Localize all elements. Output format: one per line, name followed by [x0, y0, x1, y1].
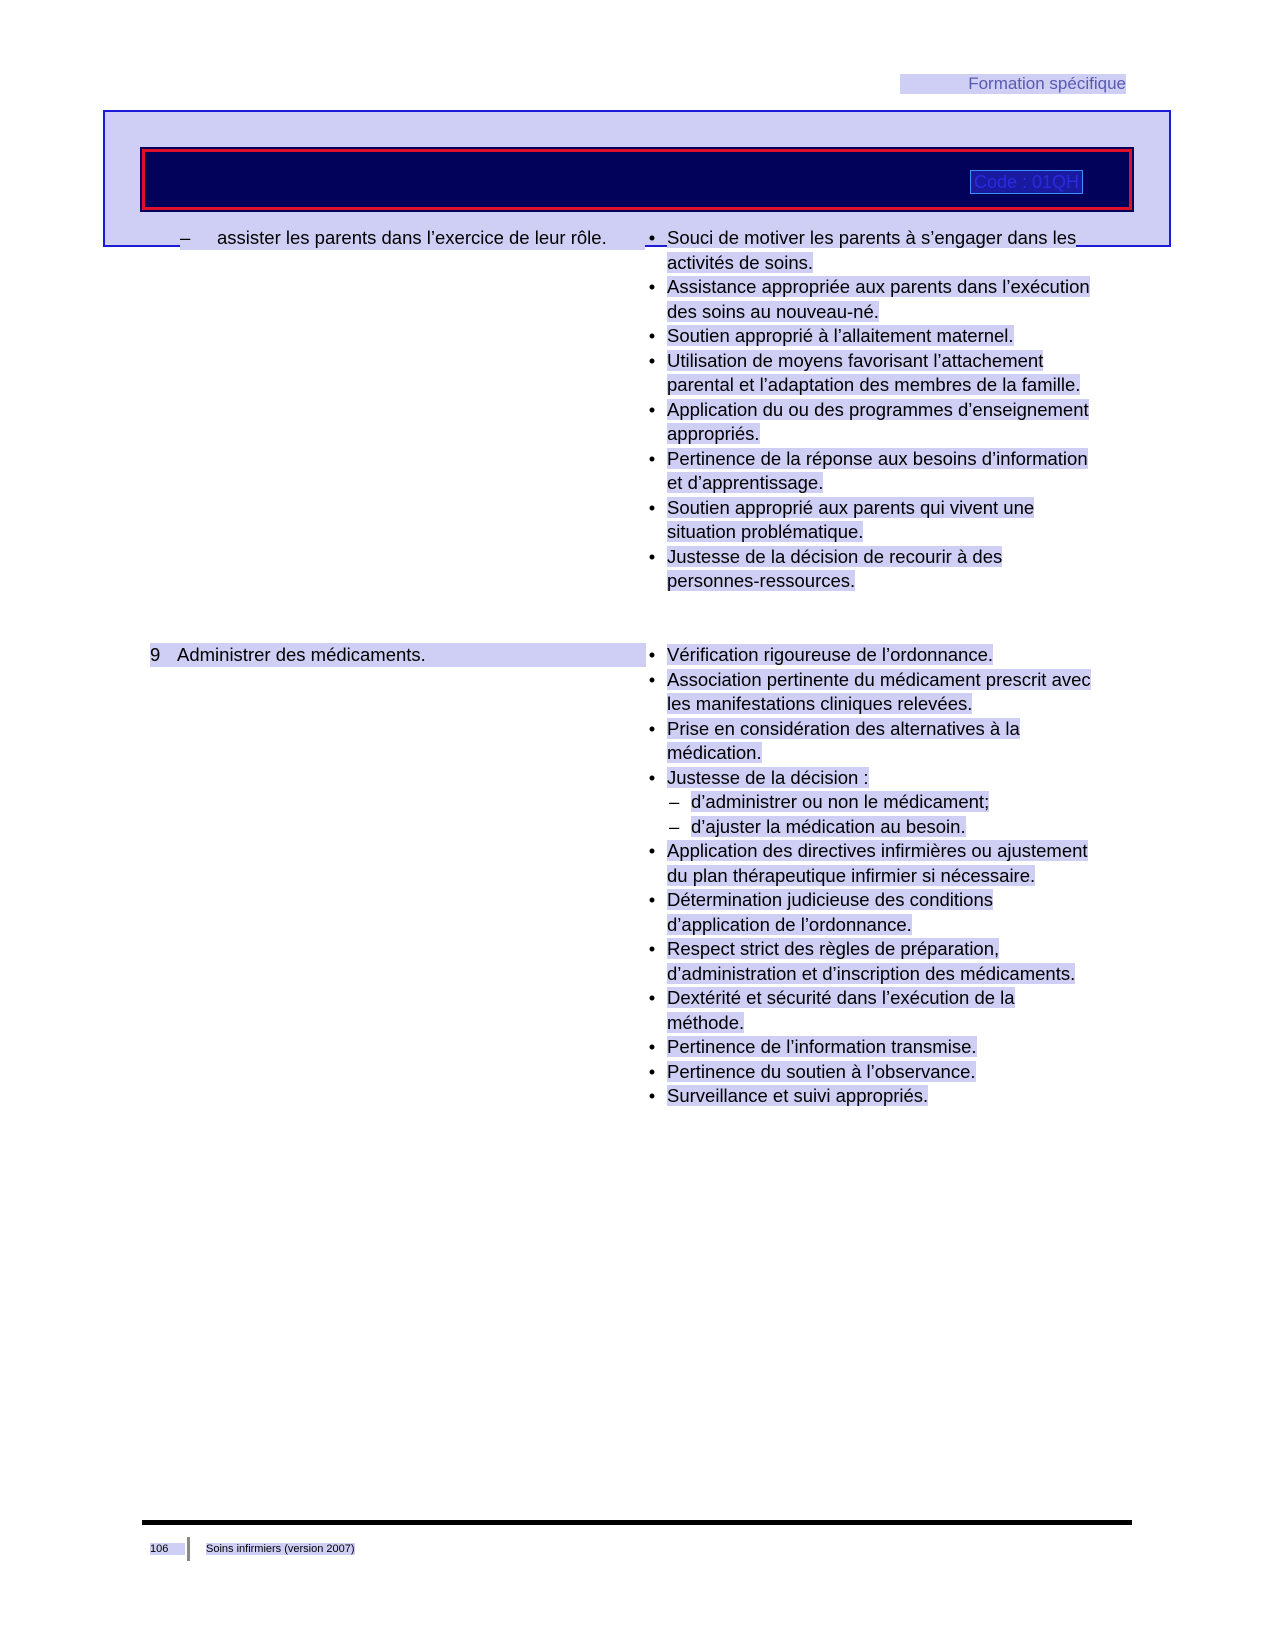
- bullet-icon: •: [648, 1036, 656, 1057]
- criteria-item: [645, 447, 1095, 496]
- criteria-item: [645, 545, 1095, 594]
- criteria-text: Pertinence de la réponse aux besoins d’information et d’apprentissage.: [667, 447, 1088, 493]
- bullet-icon: •: [648, 447, 656, 469]
- criteria-item: [645, 986, 1095, 1035]
- bullet-icon: •: [648, 349, 656, 371]
- criteria-item: [645, 496, 1095, 545]
- competency-item: [180, 226, 645, 250]
- bullet-icon: •: [648, 1060, 656, 1082]
- bullet-icon: •: [648, 668, 656, 690]
- criteria-text: Souci de motiver les parents à s’engager dans les activités de soins.: [667, 227, 1077, 273]
- criteria-text: Assistance appropriée aux parents dans l’exécution des soins au nouveau-né.: [667, 276, 1090, 322]
- bullet-icon: •: [648, 987, 656, 1008]
- bullet-icon: •: [648, 276, 656, 297]
- bullet-icon: •: [648, 717, 656, 739]
- criteria-text: Détermination judicieuse des conditions d’application de l’ordonnance.: [667, 889, 993, 935]
- criteria-text: Utilisation de moyens favorisant l’attachement parental et l’adaptation des membres de la famille.: [667, 349, 1081, 395]
- page-number: 106: [150, 1543, 185, 1555]
- criteria-item: [645, 888, 1095, 937]
- bullet-icon: •: [648, 325, 656, 346]
- bullet-icon: •: [648, 644, 656, 665]
- criteria-text: Justesse de la décision de recourir à des personnes-ressources.: [667, 545, 1003, 591]
- dash-marker: –: [669, 791, 680, 812]
- criteria-item: [645, 349, 1095, 398]
- criteria-item: [645, 1060, 1095, 1085]
- criteria-text: Justesse de la décision :: [667, 766, 869, 788]
- criteria-item: [645, 643, 1095, 668]
- criteria-text: Dextérité et sécurité dans l’exécution de la méthode.: [667, 987, 1015, 1033]
- criteria-item: [645, 1084, 1095, 1109]
- criteria-text: Association pertinente du médicament prescrit avec les manifestations cliniques relevées.: [667, 668, 1091, 714]
- document-title: Soins infirmiers (version 2007): [206, 1543, 355, 1555]
- competency-text: assister les parents dans l’exercice de leur rôle.: [217, 226, 645, 250]
- criteria-text: Soutien approprié aux parents qui vivent une situation problématique.: [667, 496, 1035, 542]
- decision-subitem: [667, 815, 1095, 840]
- bullet-icon: •: [648, 889, 656, 910]
- dash-marker: –: [180, 226, 217, 250]
- criteria-text: Application des directives infirmières ou ajustement du plan thérapeutique infirmier si nécessaire.: [667, 840, 1088, 886]
- criteria-item-decision: [645, 766, 1095, 840]
- criteria-item: [645, 1035, 1095, 1060]
- bullet-icon: •: [648, 766, 656, 788]
- criteria-text: Pertinence de l’information transmise.: [667, 1036, 977, 1057]
- criteria-list-2: [645, 643, 1095, 1109]
- element-number: 9: [150, 644, 161, 665]
- criteria-item: [645, 226, 1095, 275]
- criteria-item: [645, 839, 1095, 888]
- criteria-item: [645, 717, 1095, 766]
- bullet-icon: •: [648, 496, 656, 518]
- decision-subitem: [667, 790, 1095, 815]
- element-title: Administrer des médicaments.: [177, 644, 426, 665]
- criteria-list-1: [645, 226, 1095, 594]
- criteria-text: Pertinence du soutien à l’observance.: [667, 1060, 976, 1082]
- footer-rule: [142, 1520, 1132, 1525]
- bullet-icon: •: [648, 398, 656, 420]
- bullet-icon: •: [648, 938, 656, 959]
- criteria-text: Application du ou des programmes d’enseignement appropriés.: [667, 398, 1089, 444]
- criteria-text: Prise en considération des alternatives à la médication.: [667, 717, 1020, 763]
- footer: [150, 1537, 355, 1561]
- code-label: Code : 01QH: [970, 170, 1083, 194]
- criteria-item: [645, 275, 1095, 324]
- dash-marker: –: [669, 815, 680, 837]
- bullet-icon: •: [648, 1085, 656, 1106]
- criteria-item: [645, 324, 1095, 349]
- section-title: Formation spécifique: [900, 74, 1126, 94]
- criteria-text: Surveillance et suivi appropriés.: [667, 1085, 929, 1106]
- footer-separator: [187, 1537, 190, 1561]
- criteria-text: Respect strict des règles de préparation, d’administration et d’inscription des médicaments.: [667, 938, 1076, 984]
- bullet-icon: •: [648, 545, 656, 567]
- subitem-text: d’administrer ou non le médicament;: [691, 791, 990, 812]
- competency-element-9: [150, 643, 646, 667]
- criteria-item: [645, 398, 1095, 447]
- criteria-text: Soutien approprié à l’allaitement maternel.: [667, 325, 1014, 346]
- criteria-item: [645, 668, 1095, 717]
- criteria-item: [645, 937, 1095, 986]
- bullet-icon: •: [648, 227, 656, 248]
- criteria-text: Vérification rigoureuse de l’ordonnance.: [667, 644, 994, 665]
- subitem-text: d’ajuster la médication au besoin.: [691, 815, 966, 837]
- bullet-icon: •: [648, 840, 656, 861]
